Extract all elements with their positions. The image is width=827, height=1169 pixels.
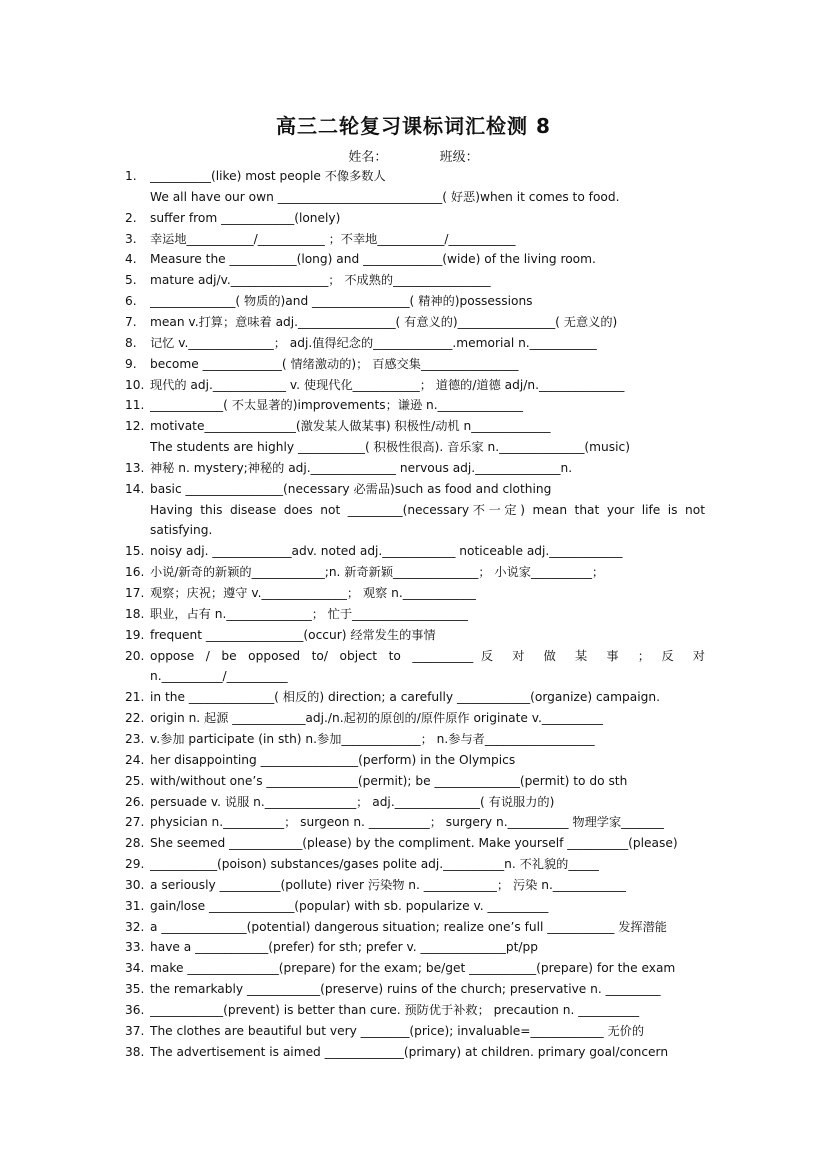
question-text: Measure the ___________(long) and _____________(wide) of the living room. — [150, 252, 596, 267]
question-number: 34. — [125, 961, 145, 976]
question-number: 18. — [125, 606, 145, 621]
question-text: ___________(poison) substances/gases polite adj.__________n. 不礼貌的_____ — [150, 857, 599, 872]
question-row — [0, 395, 827, 416]
question-row — [0, 520, 827, 541]
question-text: with/without one’s _______________(permit); be ______________(permit) to do sth — [150, 773, 628, 788]
question-text: oppose / be opposed to/ object to __________反 对 做 某 事 ； 反 对 — [150, 648, 705, 663]
question-number: 11. — [125, 398, 145, 413]
question-row — [0, 166, 827, 187]
question-text: origin n. 起源 ____________adj./n.起初的原创的/原件原作 originate v.__________ — [150, 711, 603, 726]
question-row — [0, 500, 827, 521]
question-row — [0, 416, 827, 437]
question-text: motivate_______________(激发某人做某事) 积极性/动机 n_____________ — [150, 419, 551, 434]
question-number: 1. — [125, 169, 137, 183]
question-text: basic ________________(necessary 必需品)such as food and clothing — [150, 481, 552, 496]
question-number: 23. — [125, 731, 145, 746]
question-text: 神秘 n. mystery;神秘的 adj.______________ nervous adj.______________n. — [150, 460, 573, 475]
question-text: gain/lose ______________(popular) with sb. popularize v. __________ — [150, 898, 549, 913]
question-row — [0, 1042, 827, 1063]
question-row — [0, 208, 827, 229]
question-number: 12. — [125, 419, 145, 434]
question-number: 14. — [125, 481, 145, 496]
question-row — [0, 875, 827, 896]
name-class-line — [0, 146, 827, 165]
question-text: mature adj/v.________________； 不成熟的________________ — [150, 273, 491, 288]
question-text: frequent ________________(occur) 经常发生的事情 — [150, 627, 436, 642]
question-row — [0, 458, 827, 479]
question-row — [0, 750, 827, 771]
question-number: 22. — [125, 711, 145, 726]
question-text: __________(like) most people 不像多数人 — [150, 169, 386, 183]
question-text: a seriously __________(pollute) river 污染物 n. ____________； 污染 n.____________ — [150, 877, 626, 892]
question-row — [0, 958, 827, 979]
question-row — [0, 729, 827, 750]
question-row — [0, 583, 827, 604]
question-row — [0, 229, 827, 250]
question-row — [0, 312, 827, 333]
question-number: 27. — [125, 815, 145, 830]
question-row — [0, 1021, 827, 1042]
page-title: 高三二轮复习课标词汇检测 8 — [276, 114, 551, 138]
question-number: 30. — [125, 877, 145, 892]
question-row — [0, 917, 827, 938]
question-number: 7. — [125, 314, 137, 329]
question-text: The clothes are beautiful but very ________(price); invaluable=____________ 无价的 — [150, 1023, 645, 1038]
question-text: satisfying. — [150, 523, 213, 538]
question-text: 职业，占有 n.______________； 忙于___________________ — [150, 606, 468, 621]
question-text: have a ____________(prefer) for sth; prefer v. ______________pt/pp — [150, 940, 538, 955]
question-number: 32. — [125, 919, 145, 934]
question-text: become _____________( 情绪激动的)； 百感交集________________ — [150, 356, 519, 371]
question-number: 33. — [125, 940, 145, 955]
question-row — [0, 896, 827, 917]
question-number: 36. — [125, 1003, 145, 1017]
class-label: 班级： — [439, 150, 479, 165]
question-row — [0, 375, 827, 396]
question-number: 25. — [125, 773, 145, 788]
question-text: in the ______________( 相反的) direction; a carefully ____________(organize) campaign. — [150, 690, 660, 705]
question-row — [0, 291, 827, 312]
question-text: ______________( 物质的)and ________________( 精神的)possessions — [150, 294, 533, 309]
question-number: 31. — [125, 898, 145, 913]
question-text: 记忆 v.______________； adj.值得纪念的_____________.memorial n.___________ — [150, 335, 597, 350]
question-number: 5. — [125, 273, 137, 288]
question-row — [0, 854, 827, 875]
question-text: n.__________/__________ — [150, 669, 288, 684]
question-number: 16. — [125, 565, 145, 580]
question-number: 38. — [125, 1044, 145, 1059]
question-row — [0, 833, 827, 854]
question-row — [0, 792, 827, 813]
question-number: 10. — [125, 377, 145, 392]
question-text: v.参加 participate (in sth) n.参加_____________； n.参与者__________________ — [150, 731, 595, 746]
question-text: Having this disease does not _________(necessary不一定) mean that your life is not — [150, 502, 705, 517]
question-row — [0, 646, 827, 667]
question-number: 35. — [125, 982, 145, 997]
question-number: 9. — [125, 356, 137, 371]
question-number: 17. — [125, 586, 145, 600]
question-row — [0, 249, 827, 270]
question-number: 15. — [125, 544, 145, 559]
question-number: 19. — [125, 627, 145, 642]
question-row — [0, 562, 827, 583]
question-text: make _______________(prepare) for the exam; be/get ___________(prepare) for the exam — [150, 961, 676, 976]
question-text: mean v.打算；意味着 adj.________________( 有意义的)________________( 无意义的) — [150, 314, 618, 329]
question-row — [0, 604, 827, 625]
question-text: physician n.__________； surgeon n. __________； surgery n.__________ 物理学家_______ — [150, 815, 664, 830]
question-text: ____________( 不太显著的)improvements；谦逊 n.______________ — [150, 398, 523, 413]
question-text: the remarkably ____________(preserve) ruins of the church; preservative n. _________ — [150, 982, 661, 997]
question-number: 37. — [125, 1023, 145, 1038]
question-text: 幸运地___________/___________ ；不幸地___________/___________ — [150, 231, 516, 246]
question-number: 4. — [125, 252, 137, 267]
question-number: 26. — [125, 794, 145, 809]
question-text: a ______________(potential) dangerous situation; realize one’s full ___________ 发挥潜能 — [150, 919, 667, 934]
question-row — [0, 812, 827, 833]
question-number: 24. — [125, 752, 145, 767]
question-row — [0, 666, 827, 687]
question-number: 8. — [125, 335, 137, 350]
question-row — [0, 187, 827, 208]
question-text: 观察；庆祝；遵守 v.______________； 观察 n.____________ — [150, 586, 476, 600]
question-row — [0, 625, 827, 646]
question-text: 现代的 adj.____________ v. 使现代化___________； 道德的/道德 adj/n.______________ — [150, 377, 625, 392]
question-number: 13. — [125, 460, 145, 475]
question-row — [0, 1000, 827, 1021]
question-number: 21. — [125, 690, 145, 705]
question-text: She seemed ____________(please) by the compliment. Make yourself __________(please) — [150, 836, 678, 851]
question-text: The students are highly ___________( 积极性很高). 音乐家 n.______________(music) — [150, 440, 630, 455]
question-number: 3. — [125, 231, 137, 246]
question-row — [0, 437, 827, 458]
question-number: 20. — [125, 648, 145, 663]
question-row — [0, 354, 827, 375]
question-row — [0, 270, 827, 291]
question-text: her disappointing ________________(perform) in the Olympics — [150, 752, 516, 767]
question-row — [0, 708, 827, 729]
question-text: We all have our own ___________________________( 好恶)when it comes to food. — [150, 189, 620, 204]
question-row — [0, 479, 827, 500]
question-text: 小说/新奇的新颖的____________;n. 新奇新颖______________； 小说家__________； — [150, 565, 605, 580]
question-row — [0, 771, 827, 792]
question-number: 29. — [125, 857, 145, 872]
question-text: ____________(prevent) is better than cure. 预防优于补救； precaution n. __________ — [150, 1003, 640, 1017]
name-label: 姓名： — [348, 150, 388, 165]
question-row — [0, 687, 827, 708]
question-text: noisy adj. _____________adv. noted adj.____________ noticeable adj.____________ — [150, 544, 623, 559]
question-row — [0, 541, 827, 562]
question-text: The advertisement is aimed _____________(primary) at children. primary goal/concern — [150, 1044, 669, 1059]
question-text: suffer from ____________(lonely) — [150, 210, 341, 225]
question-text: persuade v. 说服 n._______________； adj.______________( 有说服力的) — [150, 794, 555, 809]
question-row — [0, 937, 827, 958]
question-row — [0, 333, 827, 354]
question-row — [0, 979, 827, 1000]
question-number: 28. — [125, 836, 145, 851]
question-number: 6. — [125, 294, 137, 309]
question-number: 2. — [125, 210, 137, 225]
